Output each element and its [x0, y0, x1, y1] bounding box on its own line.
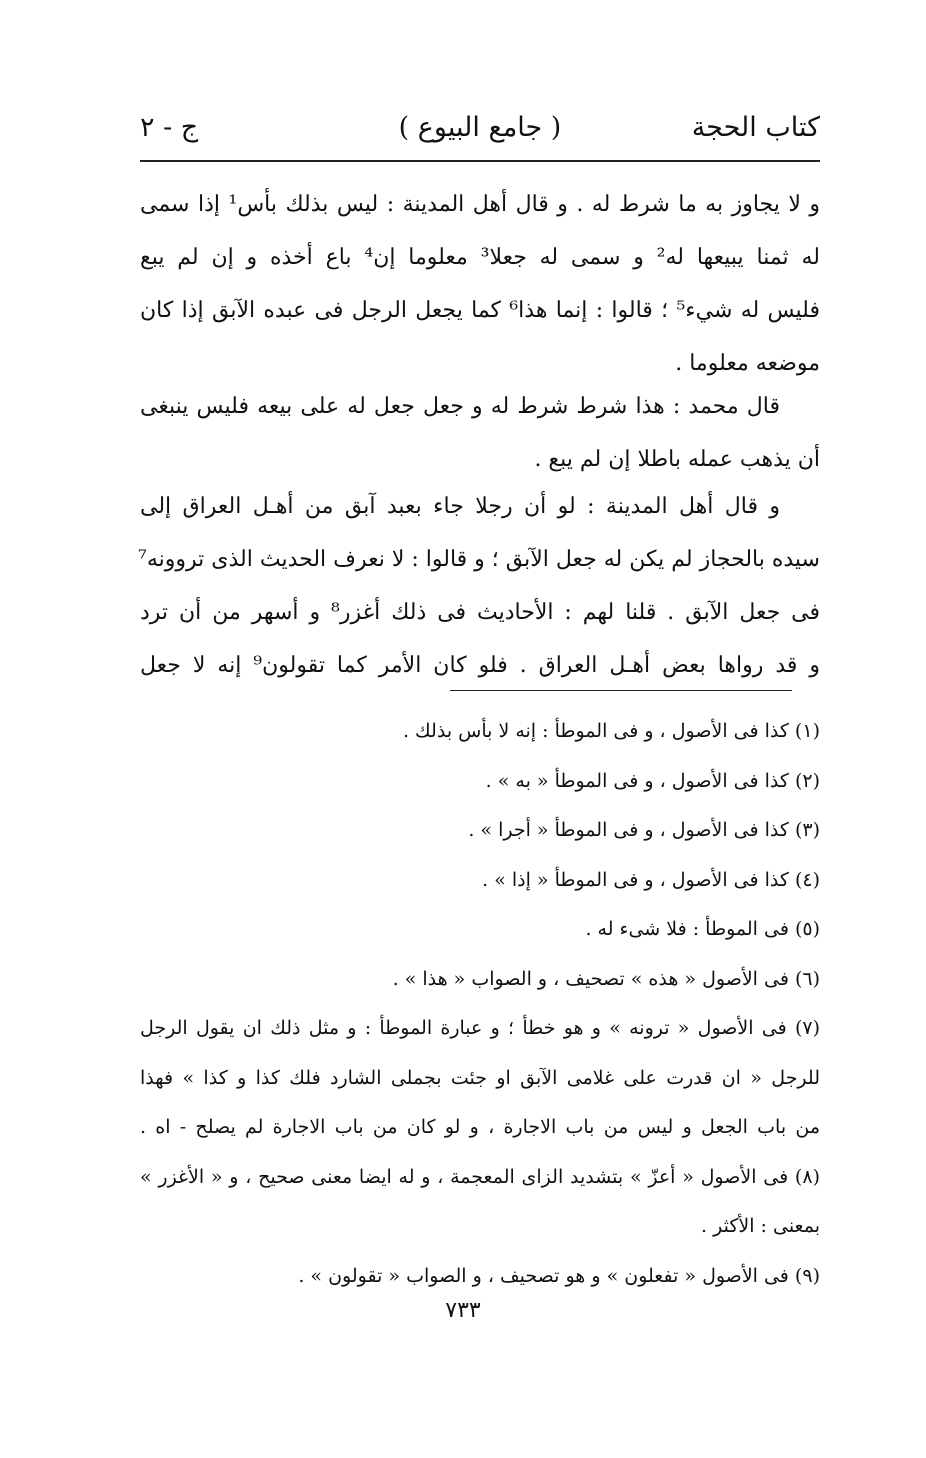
footnote-7: (٧) فى الأصول « ترونه » و هو خطأ ؛ و عبارة الموطأ : و مثل ذلك ان يقول الرجل: [140, 1017, 820, 1039]
text-line: قال محمد : هذا شرط شرط له و جعل جعل له على بيعه فليس ينبغى: [140, 394, 780, 419]
page-number: ٧٣٣: [445, 1298, 481, 1323]
text-line: أن يذهب عمله باطلا إن لم يبع .: [534, 447, 820, 472]
footnote-6: (٦) فى الأصول « هذه » تصحيف ، و الصواب « هذا » .: [392, 967, 820, 990]
footnote-7-cont: للرجل « ان قدرت على غلامى الآبق او جئت بجملى الشارد فلك كذا و كذا » فهذا: [140, 1066, 820, 1089]
paragraph-1: [140, 178, 820, 390]
text-line: له ثمنا يبيعها له² و سمى له جعلا³ معلوما إن⁴ باع أخذه و إن لم يبع: [140, 245, 820, 270]
footnote-8-cont: بمعنى : الأكثر .: [701, 1215, 820, 1237]
footnote-7-cont: من باب الجعل و ليس من باب الاجارة ، و لو كان من باب الاجارة لم يصلح - اه .: [140, 1116, 820, 1138]
chapter-title: ( جامع البيوع ): [398, 112, 562, 143]
header-divider: [140, 160, 820, 162]
text-line: فليس له شيء⁵ ؛ قالوا : إنما هذا⁶ كما يجعل الرجل فى عبده الآبق إذا كان: [140, 298, 820, 323]
footnote-2: (٢) كذا فى الأصول ، و فى الموطأ « به » .: [485, 769, 820, 792]
footnote-divider: [450, 690, 792, 691]
text-line: موضعه معلوما .: [675, 351, 820, 376]
footnote-3: (٣) كذا فى الأصول ، و فى الموطأ « أجرا » .: [468, 819, 820, 841]
footnotes: [140, 707, 820, 1301]
text-line: سيده بالحجاز لم يكن له جعل الآبق ؛ و قالوا : لا نعرف الحديث الذى تروونه⁷: [138, 547, 820, 572]
text-line: فى جعل الآبق . قلنا لهم : الأحاديث فى ذلك أغزر⁸ و أسهر من أن ترد: [140, 600, 820, 625]
footnote-9: (٩) فى الأصول « تفعلون » و هو تصحيف ، و الصواب « تقولون » .: [298, 1264, 820, 1287]
volume-number: ج - ٢: [140, 112, 199, 143]
footnote-4: (٤) كذا فى الأصول ، و فى الموطأ « إذا » .: [482, 868, 820, 891]
text-line: و قال أهل المدينة : لو أن رجلا جاء بعبد آبق من أهـل العراق إلى: [140, 494, 780, 519]
book-title: كتاب الحجة: [691, 112, 820, 143]
footnote-5: (٥) فى الموطأ : فلا شىء له .: [585, 918, 820, 940]
footnote-1: (١) كذا فى الأصول ، و فى الموطأ : إنه لا بأس بذلك .: [402, 720, 820, 742]
running-header: [140, 112, 820, 156]
paragraph-2: [140, 380, 820, 486]
paragraph-3: [140, 480, 820, 692]
text-line: و قد رواها بعض أهـل العراق . فلو كان الأمر كما تقولون⁹ إنه لا جعل: [140, 653, 820, 678]
text-line: و لا يجاوز به ما شرط له . و قال أهل المدينة : ليس بذلك بأس¹ إذا سمى: [140, 192, 821, 217]
footnote-8: (٨) فى الأصول « أعزّ » بتشديد الزاى المعجمة ، و له ايضا معنى صحيح ، و « الأغزر »: [140, 1165, 820, 1188]
